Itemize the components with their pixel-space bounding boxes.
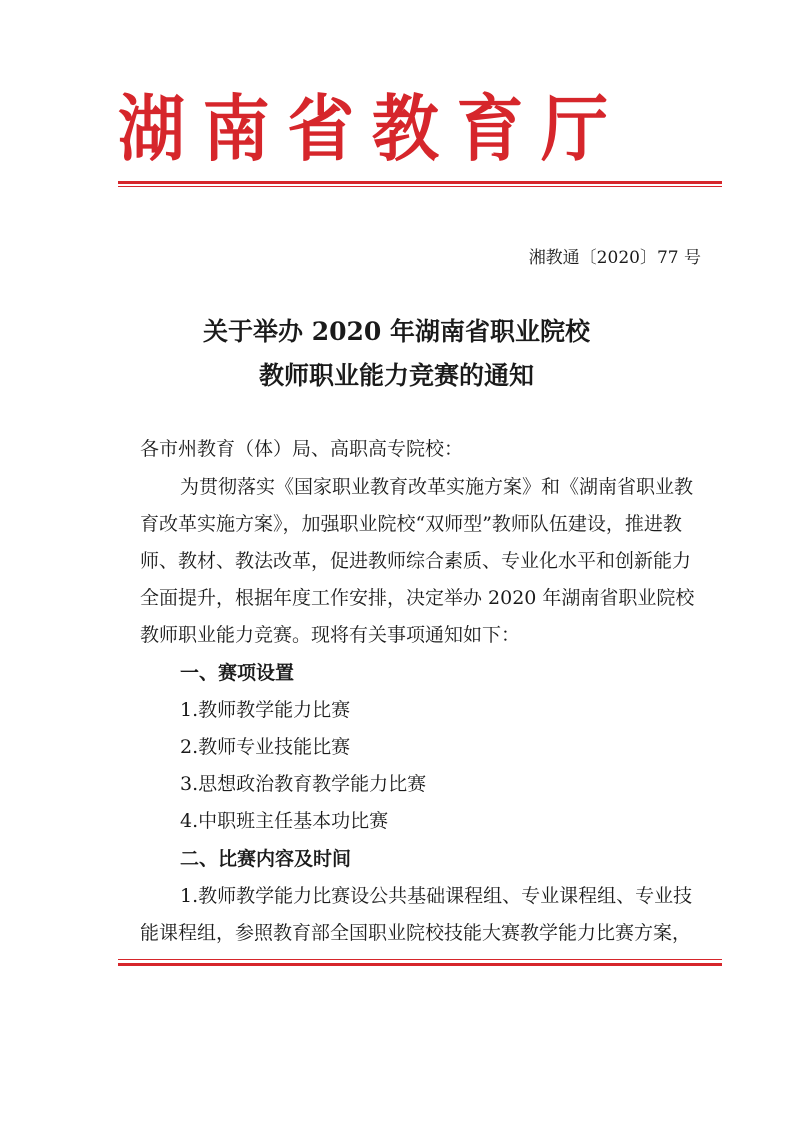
- intro-line-1: 为贯彻落实《国家职业教育改革实施方案》和《湖南省职业教: [180, 476, 694, 498]
- section-1-item: 4.中职班主任基本功比赛: [180, 810, 389, 832]
- intro-line-5: 教师职业能力竞赛。现将有关事项通知如下：: [140, 624, 521, 646]
- section-1-heading: 一、赛项设置: [180, 662, 295, 684]
- addressee: 各市州教育（体）局、高职高专院校：: [140, 438, 464, 460]
- footer-rule-thin: [118, 959, 722, 960]
- document-number: 湘教通〔2020〕77 号: [528, 248, 701, 268]
- intro-line-4: 全面提升，根据年度工作安排，决定举办 2020 年湖南省职业院校: [140, 587, 695, 609]
- letterhead-rule-thick: [118, 181, 722, 184]
- section-2-line-1: 1.教师教学能力比赛设公共基础课程组、专业课程组、专业技: [180, 885, 693, 907]
- section-2-line-2: 能课程组，参照教育部全国职业院校技能大赛教学能力比赛方案，: [140, 922, 692, 944]
- section-1-item: 1.教师教学能力比赛: [180, 699, 351, 721]
- section-1-item: 3.思想政治教育教学能力比赛: [180, 773, 427, 795]
- intro-line-2: 育改革实施方案》，加强职业院校“双师型”教师队伍建设，推进教: [140, 513, 682, 535]
- letterhead-org-name: 湖南省教育厅: [118, 86, 626, 171]
- intro-line-3: 师、教材、教法改革，促进教师综合素质、专业化水平和创新能力: [140, 550, 692, 572]
- letterhead-rule-thin: [118, 186, 722, 187]
- section-2-heading: 二、比赛内容及时间: [180, 848, 352, 870]
- footer-rule-thick: [118, 963, 722, 966]
- document-title-line-2: 教师职业能力竞赛的通知: [258, 361, 534, 390]
- document-title-line-1: 关于举办 2020 年湖南省职业院校: [203, 317, 590, 346]
- section-1-item: 2.教师专业技能比赛: [180, 736, 351, 758]
